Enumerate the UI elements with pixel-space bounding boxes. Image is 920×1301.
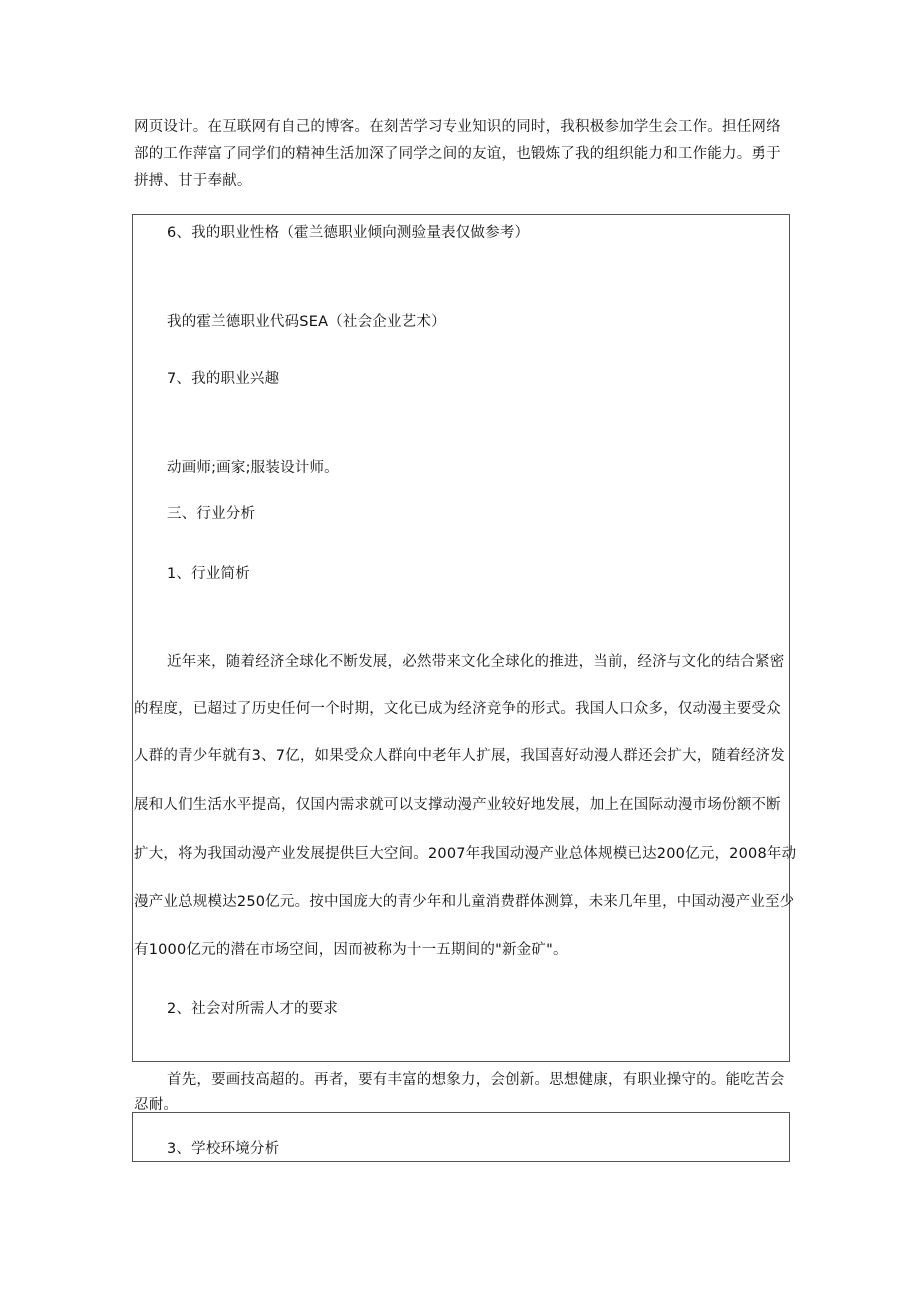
industry-paragraph-line: 人群的青少年就有3、7亿，如果受众人群向中老年人扩展，我国喜好动漫人群还会扩大，随着经济发 xyxy=(134,748,785,764)
industry-paragraph-line: 扩大，将为我国动漫产业发展提供巨大空间。2007年我国动漫产业总体规模已达200亿元，2008年动 xyxy=(134,846,797,862)
school-environment-heading: 3、学校环境分析 xyxy=(167,1141,280,1157)
intro-line: 部的工作萍富了同学们的精神生活加深了同学之间的友谊，也锻炼了我的组织能力和工作能力。勇于 xyxy=(134,146,781,162)
industry-paragraph-line: 漫产业总规模达250亿元。按中国庞大的青少年和儿童消费群体测算，未来几年里，中国动漫产业至少 xyxy=(134,894,795,910)
industry-paragraph-line: 近年来，随着经济全球化不断发展，必然带来文化全球化的推进，当前，经济与文化的结合紧密 xyxy=(167,654,785,670)
holland-code-text: 我的霍兰德职业代码SEA（社会企业艺术） xyxy=(167,314,446,330)
industry-paragraph-line: 的程度，已超过了历史任何一个时期，文化已成为经济竞争的形式。我国人口众多，仅动漫主要受众 xyxy=(134,701,781,717)
industry-paragraph-line: 展和人们生活水平提高，仅国内需求就可以支撑动漫产业较好地发展，加上在国际动漫市场份额不断 xyxy=(134,797,781,813)
talent-requirement-line: 忍耐。 xyxy=(134,1097,179,1113)
career-interest-value: 动画师;画家;服装设计师。 xyxy=(167,460,339,476)
content-box-1 xyxy=(132,214,790,1062)
talent-requirement-heading: 2、社会对所需人才的要求 xyxy=(167,1001,339,1017)
industry-brief-heading: 1、行业简析 xyxy=(167,566,250,582)
talent-requirement-line: 首先，要画技高超的。再者，要有丰富的想象力，会创新。思想健康，有职业操守的。能吃苦会 xyxy=(167,1072,785,1088)
industry-analysis-heading: 三、行业分析 xyxy=(167,506,256,522)
industry-paragraph-line: 有1000亿元的潜在市场空间，因而被称为十一五期间的"新金矿"。 xyxy=(134,942,568,958)
intro-line: 拼搏、甘于奉献。 xyxy=(134,173,252,189)
career-personality-heading: 6、我的职业性格（霍兰德职业倾向测验量表仅做参考） xyxy=(167,225,530,241)
intro-line: 网页设计。在互联网有自己的博客。在刻苦学习专业知识的同时，我积极参加学生会工作。担任网络 xyxy=(134,119,781,135)
career-interest-heading: 7、我的职业兴趣 xyxy=(167,371,280,387)
